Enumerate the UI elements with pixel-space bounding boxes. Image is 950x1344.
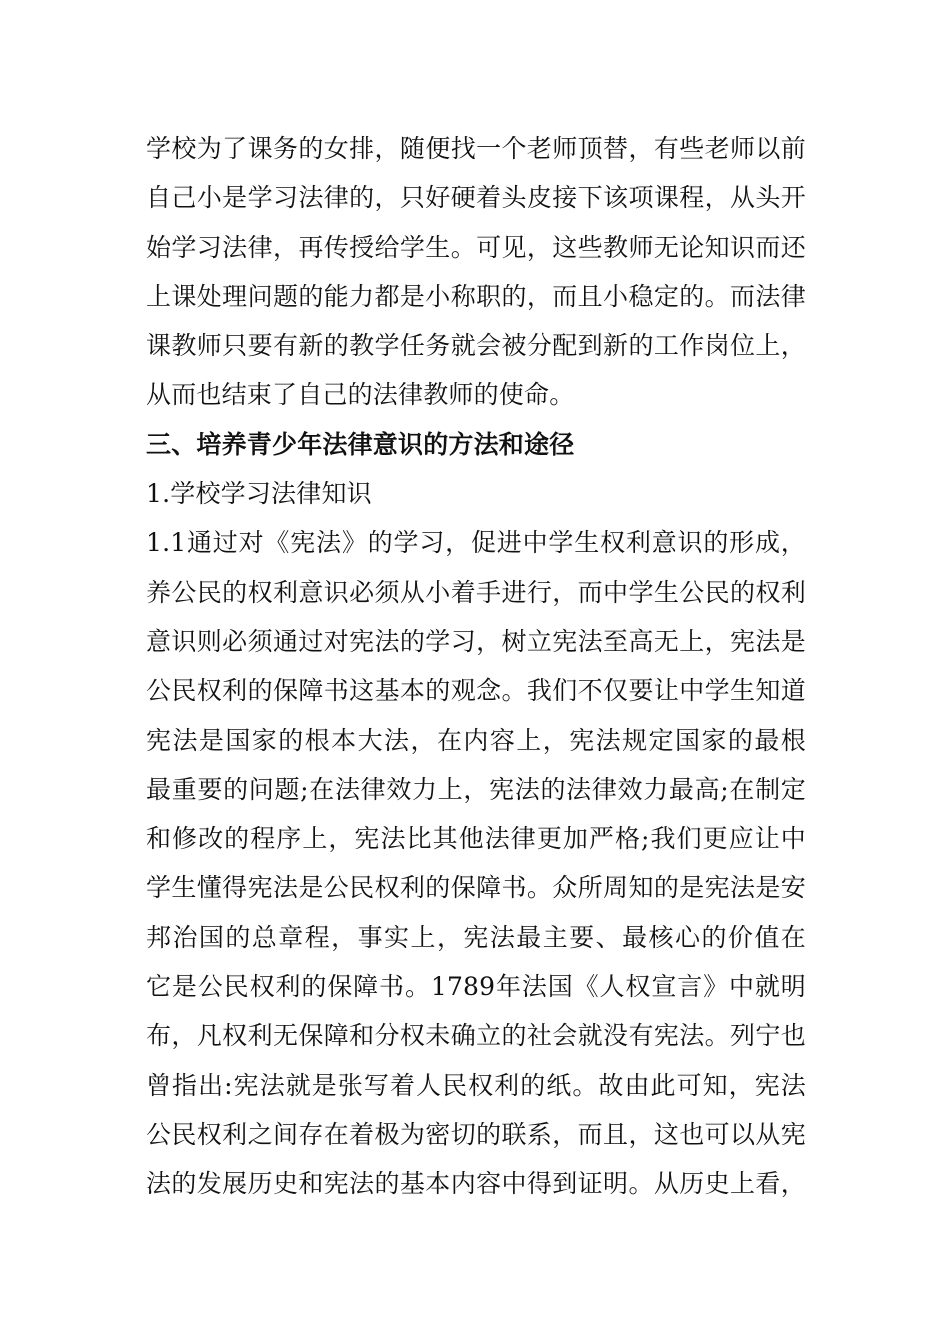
- paragraph-line: 意识则必须通过对宪法的学习，树立宪法至高无上，宪法是: [146, 626, 806, 656]
- paragraph-line: 它是公民权利的保障书。1789年法国《人权宣言》中就明: [146, 972, 806, 1002]
- paragraph-line: 课教师只要有新的教学任务就会被分配到新的工作岗位上，: [146, 331, 806, 361]
- document-body: [146, 124, 806, 1209]
- paragraph-line: 养公民的权利意识必须从小着手进行，而中学生公民的权利: [146, 577, 806, 607]
- paragraph-line: 布，凡权利无保障和分权未确立的社会就没有宪法。列宁也: [146, 1021, 806, 1051]
- paragraph-line: 法的发展历史和宪法的基本内容中得到证明。从历史上看，: [146, 1169, 806, 1199]
- paragraph-line: 上课处理问题的能力都是小称职的，而且小稳定的。而法律: [146, 281, 806, 311]
- paragraph-line: 学校为了课务的女排，随便找一个老师顶替，有些老师以前: [146, 134, 806, 163]
- paragraph-line: 邦治国的总章程，事实上，宪法最主要、最核心的价值在: [146, 922, 806, 952]
- paragraph-line: 学生懂得宪法是公民权利的保障书。众所周知的是宪法是安: [146, 873, 806, 903]
- paragraph-line: 自己小是学习法律的，只好硬着头皮接下该项课程，从头开: [146, 183, 806, 213]
- paragraph-line: 最重要的问题;在法律效力上，宪法的法律效力最高;在制定: [146, 774, 806, 804]
- paragraph-line: 始学习法律，再传授给学生。可见，这些教师无论知识而还: [146, 232, 806, 262]
- paragraph-line: 公民权利的保障书这基本的观念。我们不仅要让中学生知道: [146, 676, 806, 706]
- section-heading: 三、培养青少年法律意识的方法和途径: [146, 429, 575, 459]
- paragraph-line: 宪法是国家的根本大法，在内容上，宪法规定国家的最根: [146, 725, 806, 755]
- paragraph-line: 和修改的程序上，宪法比其他法律更加严格;我们更应让中: [146, 824, 806, 854]
- subsection-heading: 1.学校学习法律知识: [146, 479, 372, 509]
- paragraph-line: 曾指出:宪法就是张写着人民权利的纸。故由此可知，宪法: [146, 1070, 806, 1100]
- paragraph-line: 1.1通过对《宪法》的学习，促进中学生权利意识的形成，: [146, 528, 806, 558]
- paragraph-line: 从而也结束了自己的法律教师的使命。: [146, 380, 575, 410]
- paragraph-line: 公民权利之间存在着极为密切的联系，而且，这也可以从宪: [146, 1119, 806, 1149]
